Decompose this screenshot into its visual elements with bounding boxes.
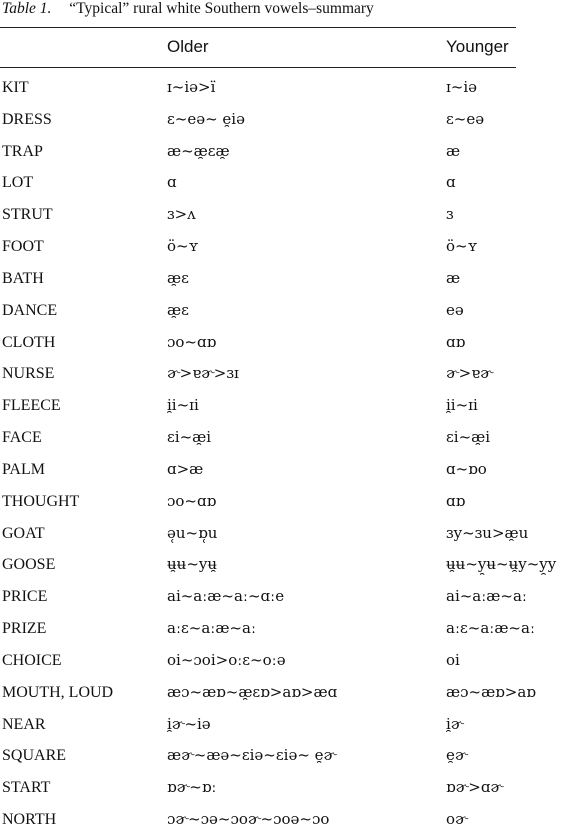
younger-vowel-cell: ɚ>ɐɚ bbox=[446, 364, 493, 383]
younger-vowel-cell: ɑ bbox=[446, 173, 456, 192]
older-vowel-cell: i̯i~ɪi bbox=[167, 396, 199, 415]
younger-vowel-cell: ɒɚ>ɑɚ bbox=[446, 778, 504, 797]
table-row bbox=[0, 709, 565, 741]
lexical-set-cell: TRAP bbox=[2, 142, 43, 160]
younger-vowel-cell: ɜy~ɜu>æ̯u bbox=[446, 523, 529, 542]
table-row bbox=[0, 804, 565, 836]
table-row bbox=[0, 358, 565, 390]
older-vowel-cell: ə̜u~ɒ̜u bbox=[167, 523, 218, 542]
lexical-set-cell: NEAR bbox=[2, 715, 46, 733]
table-row bbox=[0, 167, 565, 199]
table-row bbox=[0, 390, 565, 422]
table-row bbox=[0, 645, 565, 677]
younger-vowel-cell: ɑ~ɒo bbox=[446, 459, 487, 478]
column-header-older: Older bbox=[167, 37, 209, 56]
older-vowel-cell: aːɛ~aːæ~aː bbox=[167, 619, 256, 638]
table-row bbox=[0, 518, 565, 550]
lexical-set-cell: PRICE bbox=[2, 588, 48, 606]
table-label: Table 1. bbox=[2, 0, 52, 17]
lexical-set-cell: LOT bbox=[2, 174, 34, 192]
younger-vowel-cell: i̯ɚ bbox=[446, 714, 464, 733]
header-rule bbox=[0, 67, 516, 68]
table-row bbox=[0, 295, 565, 327]
older-vowel-cell: ɚ>ɐɚ>ɜɪ bbox=[167, 364, 239, 383]
older-vowel-cell: ɪ~iə>ï bbox=[167, 78, 216, 96]
older-vowel-cell: æ~æ̯ɛæ̯ bbox=[167, 141, 230, 160]
younger-vowel-cell: æ bbox=[446, 141, 461, 160]
older-vowel-cell: ɜ>ʌ bbox=[167, 205, 196, 224]
older-vowel-cell: ɔo~ɑɒ bbox=[167, 332, 217, 351]
lexical-set-cell: DANCE bbox=[2, 301, 58, 319]
younger-vowel-cell: eə bbox=[446, 300, 464, 319]
table-row bbox=[0, 422, 565, 454]
older-vowel-cell: ʉ̯ʉ~yʉ̯ bbox=[167, 555, 218, 574]
table-row bbox=[0, 231, 565, 263]
older-vowel-cell: ö~ʏ bbox=[167, 237, 199, 256]
top-rule bbox=[0, 27, 516, 28]
table-row bbox=[0, 327, 565, 359]
older-vowel-cell: oi~ɔoi>oːɛ~oːə bbox=[167, 650, 286, 669]
table-row bbox=[0, 454, 565, 486]
lexical-set-cell: CLOTH bbox=[2, 333, 56, 351]
younger-vowel-cell: oi bbox=[446, 650, 460, 669]
younger-vowel-cell: i̯i~ɪi bbox=[446, 396, 478, 415]
older-vowel-cell: æɔ~æɒ~æ̯ɛɒ>aɒ>æɑ bbox=[167, 682, 338, 701]
younger-vowel-cell: ö~ʏ bbox=[446, 237, 478, 256]
younger-vowel-cell: ai~aːæ~aː bbox=[446, 587, 527, 606]
older-vowel-cell: ɑ bbox=[167, 173, 177, 192]
table-row bbox=[0, 72, 565, 104]
table-body bbox=[0, 72, 565, 836]
younger-vowel-cell: ɪ~iə bbox=[446, 78, 478, 96]
older-vowel-cell: ai~aːæ~aː~ɑːe bbox=[167, 587, 285, 606]
younger-vowel-cell: æ bbox=[446, 268, 461, 287]
lexical-set-cell: DRESS bbox=[2, 110, 52, 128]
older-vowel-cell: ɛi~æ̯i bbox=[167, 428, 212, 447]
younger-vowel-cell: ɑɒ bbox=[446, 491, 466, 510]
table-row bbox=[0, 677, 565, 709]
younger-vowel-cell: ʉ̯ʉ~y̯ʉ~ʉ̯y~y̯y bbox=[446, 555, 557, 574]
older-vowel-cell: æ̯ɛ bbox=[167, 300, 189, 319]
lexical-set-cell: MOUTH, LOUD bbox=[2, 683, 114, 701]
table-row bbox=[0, 136, 565, 168]
older-vowel-cell: ɔo~ɑɒ bbox=[167, 491, 217, 510]
table-row bbox=[0, 740, 565, 772]
table-row bbox=[0, 486, 565, 518]
older-vowel-cell: æ̯ɛ bbox=[167, 268, 189, 287]
lexical-set-cell: START bbox=[2, 779, 51, 797]
table-row bbox=[0, 199, 565, 231]
older-vowel-cell: ɒɚ~ɒː bbox=[167, 778, 217, 797]
table-caption bbox=[2, 0, 374, 18]
younger-vowel-cell: ɛ~eə bbox=[446, 109, 485, 128]
lexical-set-cell: CHOICE bbox=[2, 651, 62, 669]
lexical-set-cell: PRIZE bbox=[2, 620, 47, 638]
younger-vowel-cell: ɛi~æ̯i bbox=[446, 428, 491, 447]
lexical-set-cell: FACE bbox=[2, 429, 42, 447]
table-row bbox=[0, 772, 565, 804]
lexical-set-cell: GOOSE bbox=[2, 556, 56, 574]
younger-vowel-cell: ɑɒ bbox=[446, 332, 466, 351]
lexical-set-cell: BATH bbox=[2, 269, 44, 287]
lexical-set-cell: NURSE bbox=[2, 365, 55, 383]
table-row bbox=[0, 104, 565, 136]
lexical-set-cell: FLEECE bbox=[2, 397, 61, 415]
younger-vowel-cell: ɜ bbox=[446, 205, 454, 224]
table-title: “Typical” rural white Southern vowels–summary bbox=[69, 0, 374, 17]
lexical-set-cell: NORTH bbox=[2, 811, 57, 829]
lexical-set-cell: THOUGHT bbox=[2, 492, 80, 510]
lexical-set-cell: FOOT bbox=[2, 238, 44, 256]
lexical-set-cell: GOAT bbox=[2, 524, 45, 542]
lexical-set-cell: PALM bbox=[2, 460, 45, 478]
older-vowel-cell: ɛ~eə~ e̯iə bbox=[167, 109, 245, 128]
lexical-set-cell: STRUT bbox=[2, 206, 53, 224]
older-vowel-cell: ɔɚ~ɔə~ɔoɚ~ɔoə~ɔo bbox=[167, 810, 330, 829]
lexical-set-cell: SQUARE bbox=[2, 747, 67, 765]
older-vowel-cell: æɚ~æə~ɛiə~ɛiə~ e̯ɚ bbox=[167, 746, 337, 765]
younger-vowel-cell: æɔ~æɒ>aɒ bbox=[446, 682, 536, 701]
younger-vowel-cell: e̯ɚ bbox=[446, 746, 468, 765]
table-row bbox=[0, 613, 565, 645]
older-vowel-cell: i̯ɚ~iə bbox=[167, 714, 211, 733]
lexical-set-cell: KIT bbox=[2, 79, 29, 96]
table-row bbox=[0, 263, 565, 295]
younger-vowel-cell: oɚ bbox=[446, 810, 468, 829]
younger-vowel-cell: aːɛ~aːæ~aː bbox=[446, 619, 535, 638]
table-row bbox=[0, 549, 565, 581]
column-header-younger: Younger bbox=[446, 37, 509, 56]
table-row bbox=[0, 581, 565, 613]
older-vowel-cell: ɑ>æ bbox=[167, 459, 204, 478]
